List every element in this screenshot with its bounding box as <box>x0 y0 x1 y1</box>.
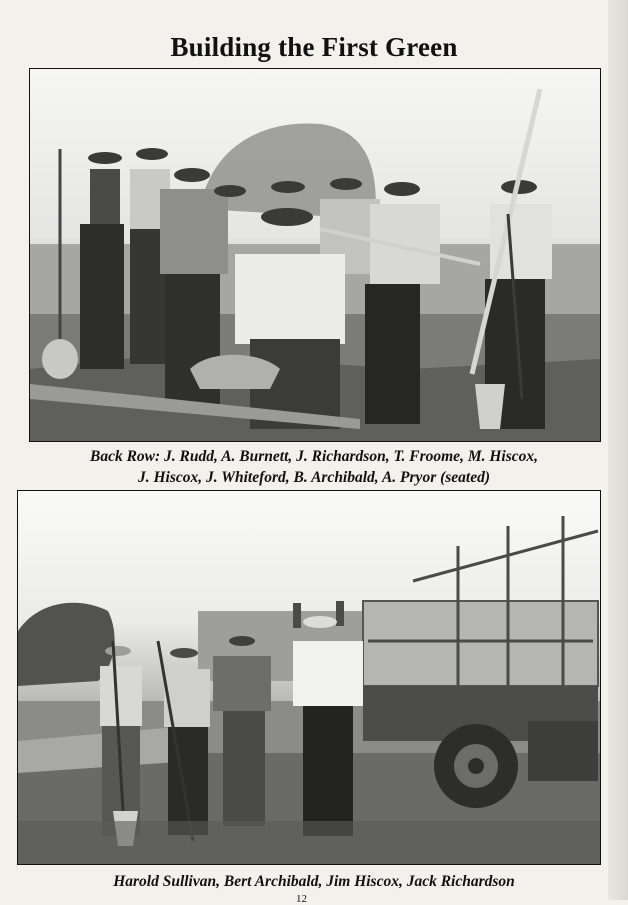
caption-line: Back Row: J. Rudd, A. Burnett, J. Richardson, T. Froome, M. Hiscox, <box>90 448 538 465</box>
photo-truck-group <box>17 490 601 865</box>
photo-building-green-image <box>30 69 600 441</box>
photo-building-green <box>29 68 601 442</box>
photo-caption-names: Harold Sullivan, Bert Archibald, Jim Hiscox, Jack Richardson <box>113 873 515 890</box>
page-title: Building the First Green <box>170 32 458 62</box>
caption-line: J. Hiscox, J. Whiteford, B. Archibald, A. Pryor (seated) <box>137 469 491 486</box>
page-number: 12 <box>296 893 307 905</box>
photo-truck-group-image <box>18 491 600 864</box>
photo-caption-back-row <box>0 446 628 488</box>
